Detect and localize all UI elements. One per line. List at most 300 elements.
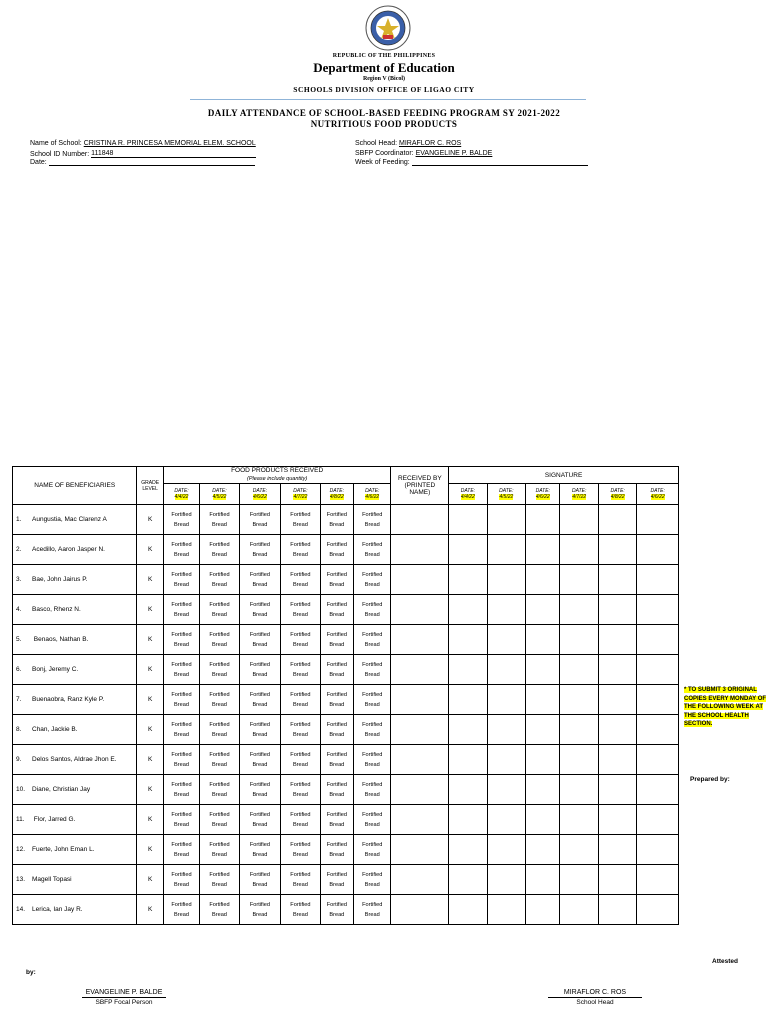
food-product-cell bbox=[163, 835, 199, 865]
food-line-1: Fortified bbox=[171, 901, 192, 908]
signature-cell[interactable] bbox=[637, 565, 679, 595]
signature-cell[interactable] bbox=[560, 595, 598, 625]
received-by-cell[interactable] bbox=[391, 895, 449, 925]
signature-cell[interactable] bbox=[526, 895, 560, 925]
food-line-2: Bread bbox=[252, 731, 268, 738]
signature-cell[interactable] bbox=[487, 775, 525, 805]
food-product-cell bbox=[281, 805, 320, 835]
signature-cell[interactable] bbox=[449, 745, 487, 775]
received-by-cell[interactable] bbox=[391, 745, 449, 775]
signature-cell[interactable] bbox=[560, 895, 598, 925]
date-value: 4/6/22 bbox=[650, 494, 665, 500]
food-product-cell bbox=[320, 565, 353, 595]
signature-cell[interactable] bbox=[637, 775, 679, 805]
food-line-1: Fortified bbox=[171, 601, 192, 608]
signature-cell[interactable] bbox=[637, 505, 679, 535]
food-product-cell bbox=[239, 775, 280, 805]
food-line-2: Bread bbox=[364, 581, 380, 588]
school-head-signature bbox=[548, 989, 642, 1006]
signature-cell[interactable] bbox=[526, 595, 560, 625]
food-line-2: Bread bbox=[174, 581, 189, 588]
signature-cell[interactable] bbox=[598, 865, 636, 895]
beneficiary-name: Benaos, Nathan B. bbox=[32, 636, 89, 643]
food-product-cell bbox=[320, 715, 353, 745]
date-label: DATE: bbox=[293, 487, 308, 494]
signature-cell[interactable] bbox=[598, 625, 636, 655]
food-line-1: Fortified bbox=[290, 721, 311, 728]
food-line-2: Bread bbox=[174, 821, 189, 828]
signature-cell[interactable] bbox=[487, 625, 525, 655]
signature-cell[interactable] bbox=[637, 715, 679, 745]
region-label: Region V (Bicol) bbox=[362, 76, 406, 82]
beneficiary-name: Basco, Rhenz N. bbox=[32, 606, 81, 613]
signature-cell[interactable] bbox=[449, 505, 487, 535]
beneficiary-name: Buenaobra, Ranz Kyle P. bbox=[32, 696, 105, 703]
food-product-cell bbox=[163, 535, 199, 565]
food-product-cell bbox=[200, 895, 239, 925]
signature-cell[interactable] bbox=[637, 865, 679, 895]
signature-cell[interactable] bbox=[560, 625, 598, 655]
food-product-cell bbox=[200, 565, 239, 595]
food-line-1: Fortified bbox=[249, 691, 271, 698]
signature-cell[interactable] bbox=[560, 685, 598, 715]
signature-cell[interactable] bbox=[560, 865, 598, 895]
food-date-1 bbox=[163, 484, 199, 505]
signature-cell[interactable] bbox=[449, 655, 487, 685]
signature-cell[interactable] bbox=[560, 565, 598, 595]
department-title: Department of Education bbox=[313, 60, 455, 75]
signature-cell[interactable] bbox=[449, 805, 487, 835]
week-row bbox=[355, 159, 588, 166]
signature-cell[interactable] bbox=[487, 895, 525, 925]
food-product-cell bbox=[354, 865, 391, 895]
food-line-1: Fortified bbox=[362, 601, 383, 608]
food-line-1: Fortified bbox=[209, 601, 230, 608]
signature-cell[interactable] bbox=[598, 745, 636, 775]
received-by-cell[interactable] bbox=[391, 865, 449, 895]
food-line-1: Fortified bbox=[209, 871, 230, 878]
food-line-1: Fortified bbox=[290, 841, 311, 848]
food-line-2: Bread bbox=[364, 521, 380, 528]
food-product-cell bbox=[354, 745, 391, 775]
food-product-cell bbox=[200, 535, 239, 565]
food-product-cell bbox=[281, 865, 320, 895]
signature-cell[interactable] bbox=[637, 685, 679, 715]
signature-cell[interactable] bbox=[526, 865, 560, 895]
signature-cell[interactable] bbox=[487, 565, 525, 595]
food-line-2: Bread bbox=[174, 851, 189, 858]
food-product-cell bbox=[239, 865, 280, 895]
focal-person-name: EVANGELINE P. BALDE bbox=[82, 989, 166, 998]
grade-level: K bbox=[137, 805, 163, 835]
signature-cell[interactable] bbox=[449, 895, 487, 925]
food-line-2: Bread bbox=[211, 761, 227, 768]
signature-cell[interactable] bbox=[526, 505, 560, 535]
food-product-cell bbox=[200, 715, 239, 745]
grade-level: K bbox=[137, 655, 163, 685]
date-value: 4/6/22 bbox=[252, 494, 267, 500]
food-line-1: Fortified bbox=[171, 571, 192, 578]
date-label: DATE: bbox=[365, 487, 380, 494]
signature-cell[interactable] bbox=[560, 655, 598, 685]
signature-cell[interactable] bbox=[487, 595, 525, 625]
signature-cell[interactable] bbox=[637, 835, 679, 865]
food-line-2: Bread bbox=[292, 671, 308, 678]
row-number: 11. bbox=[16, 816, 25, 823]
attested-label: Attested bbox=[712, 958, 739, 965]
grade-level: K bbox=[137, 685, 163, 715]
signature-cell[interactable] bbox=[487, 835, 525, 865]
food-product-cell bbox=[320, 865, 353, 895]
row-number: 4. bbox=[16, 606, 22, 613]
signature-cell[interactable] bbox=[560, 505, 598, 535]
food-line-1: Fortified bbox=[290, 691, 311, 698]
beneficiary-name: Delos Santos, Aldrae Jhon E. bbox=[32, 756, 117, 763]
prepared-by-label: Prepared by: bbox=[690, 776, 730, 783]
food-line-1: Fortified bbox=[171, 661, 192, 668]
food-line-1: Fortified bbox=[209, 631, 230, 638]
signature-cell[interactable] bbox=[487, 805, 525, 835]
food-line-2: Bread bbox=[174, 641, 189, 648]
food-product-cell bbox=[354, 655, 391, 685]
signature-cell[interactable] bbox=[598, 835, 636, 865]
col-food-header bbox=[163, 467, 391, 484]
signature-cell[interactable] bbox=[449, 835, 487, 865]
date-value: 4/5/22 bbox=[499, 494, 514, 500]
beneficiary-name-cell bbox=[13, 565, 137, 595]
food-product-cell bbox=[163, 685, 199, 715]
food-line-1: Fortified bbox=[326, 751, 347, 758]
food-product-cell bbox=[354, 565, 391, 595]
food-product-cell bbox=[320, 805, 353, 835]
beneficiary-name: Bonj, Jeremy C. bbox=[32, 666, 79, 673]
table-row bbox=[13, 655, 679, 685]
signature-cell[interactable] bbox=[449, 715, 487, 745]
row-number: 12. bbox=[16, 846, 26, 853]
food-product-cell bbox=[200, 865, 239, 895]
date-label: DATE: bbox=[252, 487, 268, 494]
food-product-cell bbox=[354, 715, 391, 745]
food-line-1: Fortified bbox=[362, 541, 383, 548]
received-by-cell[interactable] bbox=[391, 775, 449, 805]
food-line-2: Bread bbox=[211, 911, 227, 918]
school-name-row bbox=[30, 140, 256, 147]
signature-cell[interactable] bbox=[449, 775, 487, 805]
signature-cell[interactable] bbox=[526, 805, 560, 835]
food-product-cell bbox=[320, 745, 353, 775]
signature-cell[interactable] bbox=[560, 775, 598, 805]
food-product-cell bbox=[354, 895, 391, 925]
food-line-1: Fortified bbox=[209, 571, 230, 578]
food-line-2: Bread bbox=[292, 581, 308, 588]
received-by-cell[interactable] bbox=[391, 655, 449, 685]
food-line-1: Fortified bbox=[249, 511, 271, 518]
food-line-2: Bread bbox=[252, 701, 268, 708]
beneficiary-name-cell bbox=[13, 625, 137, 655]
grade-level: K bbox=[137, 865, 163, 895]
row-number: 14. bbox=[16, 906, 26, 913]
signature-cell[interactable] bbox=[560, 745, 598, 775]
signature-cell[interactable] bbox=[598, 535, 636, 565]
food-product-cell bbox=[354, 535, 391, 565]
food-line-2: Bread bbox=[329, 731, 345, 738]
food-line-1: Fortified bbox=[326, 691, 347, 698]
signature-cell[interactable] bbox=[526, 745, 560, 775]
food-line-2: Bread bbox=[211, 851, 227, 858]
signature-cell[interactable] bbox=[526, 715, 560, 745]
date-label: DATE: bbox=[650, 487, 665, 494]
food-line-1: Fortified bbox=[362, 721, 383, 728]
signature-cell[interactable] bbox=[598, 805, 636, 835]
food-line-2: Bread bbox=[174, 611, 189, 618]
food-product-cell bbox=[281, 745, 320, 775]
received-by-cell[interactable] bbox=[391, 565, 449, 595]
signature-cell[interactable] bbox=[637, 625, 679, 655]
date-label: DATE: bbox=[460, 487, 476, 494]
received-by-cell[interactable] bbox=[391, 625, 449, 655]
food-line-2: Bread bbox=[252, 611, 268, 618]
signature-cell[interactable] bbox=[598, 595, 636, 625]
beneficiary-name-cell bbox=[13, 535, 137, 565]
food-product-cell bbox=[163, 805, 199, 835]
date-row bbox=[30, 159, 255, 166]
signature-cell[interactable] bbox=[598, 895, 636, 925]
food-line-2: Bread bbox=[364, 821, 380, 828]
food-line-1: Fortified bbox=[362, 811, 383, 818]
food-line-1: Fortified bbox=[290, 751, 311, 758]
signature-cell[interactable] bbox=[598, 775, 636, 805]
food-date-3 bbox=[239, 484, 280, 505]
beneficiary-name: Acedillo, Aaron Jasper N. bbox=[32, 546, 105, 553]
food-product-cell bbox=[239, 565, 280, 595]
signature-cell[interactable] bbox=[598, 655, 636, 685]
food-product-cell bbox=[281, 595, 320, 625]
signature-cell[interactable] bbox=[449, 865, 487, 895]
row-number: 13. bbox=[16, 876, 26, 883]
food-product-cell bbox=[281, 625, 320, 655]
food-product-cell bbox=[354, 775, 391, 805]
food-product-cell bbox=[200, 595, 239, 625]
food-line-1: Fortified bbox=[249, 721, 271, 728]
food-line-2: Bread bbox=[252, 821, 268, 828]
food-product-cell bbox=[163, 775, 199, 805]
food-product-cell bbox=[320, 835, 353, 865]
food-product-cell bbox=[163, 565, 199, 595]
table-row bbox=[13, 775, 679, 805]
food-product-cell bbox=[281, 685, 320, 715]
food-line-2: Bread bbox=[364, 731, 380, 738]
signature-cell[interactable] bbox=[526, 655, 560, 685]
food-line-2: Bread bbox=[252, 761, 268, 768]
food-product-cell bbox=[239, 685, 280, 715]
food-line-1: Fortified bbox=[249, 901, 271, 908]
food-line-2: Bread bbox=[211, 791, 227, 798]
signature-cell[interactable] bbox=[487, 745, 525, 775]
signature-cell[interactable] bbox=[598, 565, 636, 595]
sig-date-2 bbox=[487, 484, 525, 505]
signature-cell[interactable] bbox=[560, 535, 598, 565]
beneficiary-name-cell bbox=[13, 775, 137, 805]
signature-cell[interactable] bbox=[449, 595, 487, 625]
received-by-cell[interactable] bbox=[391, 505, 449, 535]
table-row bbox=[13, 895, 679, 925]
signature-cell[interactable] bbox=[526, 685, 560, 715]
food-product-cell bbox=[320, 595, 353, 625]
signature-cell[interactable] bbox=[526, 565, 560, 595]
food-line-1: Fortified bbox=[209, 751, 230, 758]
food-line-2: Bread bbox=[252, 671, 268, 678]
food-line-1: Fortified bbox=[290, 571, 311, 578]
food-line-1: Fortified bbox=[326, 541, 347, 548]
food-line-1: Fortified bbox=[209, 661, 230, 668]
signature-cell[interactable] bbox=[637, 595, 679, 625]
date-label: DATE: bbox=[610, 487, 625, 494]
signature-cell[interactable] bbox=[526, 535, 560, 565]
signature-cell[interactable] bbox=[560, 805, 598, 835]
food-line-2: Bread bbox=[252, 881, 268, 888]
food-line-2: Bread bbox=[292, 641, 308, 648]
food-line-1: Fortified bbox=[171, 781, 192, 788]
food-line-1: Fortified bbox=[249, 571, 271, 578]
document-subtitle: NUTRITIOUS FOOD PRODUCTS bbox=[310, 119, 458, 129]
beneficiary-name: Magell Topasi bbox=[32, 876, 72, 883]
food-line-2: Bread bbox=[329, 761, 345, 768]
food-line-2: Bread bbox=[364, 881, 380, 888]
date-value: 4/4/22 bbox=[174, 494, 189, 500]
food-line-1: Fortified bbox=[290, 901, 311, 908]
food-line-2: Bread bbox=[329, 581, 345, 588]
received-by-cell[interactable] bbox=[391, 835, 449, 865]
food-product-cell bbox=[239, 895, 280, 925]
received-by-cell[interactable] bbox=[391, 595, 449, 625]
food-line-2: Bread bbox=[364, 911, 380, 918]
food-line-2: Bread bbox=[329, 791, 345, 798]
signature-cell[interactable] bbox=[449, 625, 487, 655]
signature-cell[interactable] bbox=[637, 655, 679, 685]
signature-cell[interactable] bbox=[560, 835, 598, 865]
coordinator-row bbox=[355, 150, 492, 157]
signature-cell[interactable] bbox=[637, 745, 679, 775]
beneficiary-name-cell bbox=[13, 745, 137, 775]
food-line-2: Bread bbox=[292, 791, 308, 798]
food-line-2: Bread bbox=[174, 731, 189, 738]
beneficiary-name-cell bbox=[13, 895, 137, 925]
received-by-cell[interactable] bbox=[391, 535, 449, 565]
food-line-1: Fortified bbox=[171, 631, 192, 638]
by-label: by: bbox=[26, 969, 36, 976]
food-product-cell bbox=[281, 535, 320, 565]
signature-cell[interactable] bbox=[526, 625, 560, 655]
sig-date-1 bbox=[449, 484, 487, 505]
signature-cell[interactable] bbox=[637, 535, 679, 565]
signature-cell[interactable] bbox=[598, 505, 636, 535]
food-line-2: Bread bbox=[211, 581, 227, 588]
grade-level: K bbox=[137, 505, 163, 535]
signature-cell[interactable] bbox=[487, 685, 525, 715]
food-line-1: Fortified bbox=[290, 541, 311, 548]
food-product-cell bbox=[239, 535, 280, 565]
week-label: Week of Feeding: bbox=[355, 159, 410, 166]
table-row bbox=[13, 535, 679, 565]
date-label: DATE: bbox=[499, 487, 514, 494]
food-line-1: Fortified bbox=[249, 601, 271, 608]
food-line-2: Bread bbox=[329, 551, 345, 558]
food-product-cell bbox=[320, 685, 353, 715]
signature-cell[interactable] bbox=[598, 685, 636, 715]
food-product-cell bbox=[239, 805, 280, 835]
food-product-cell bbox=[200, 655, 239, 685]
signature-cell[interactable] bbox=[526, 775, 560, 805]
received-by-cell[interactable] bbox=[391, 715, 449, 745]
food-line-2: Bread bbox=[211, 881, 227, 888]
food-product-cell bbox=[239, 745, 280, 775]
focal-person-signature bbox=[82, 989, 166, 1006]
signature-cell[interactable] bbox=[487, 535, 525, 565]
row-number: 10. bbox=[16, 786, 26, 793]
received-by-cell[interactable] bbox=[391, 805, 449, 835]
beneficiary-name: Diane, Christian Jay bbox=[32, 786, 91, 793]
school-id-value: 111848 bbox=[91, 150, 114, 157]
food-line-1: Fortified bbox=[362, 901, 383, 908]
food-product-cell bbox=[281, 895, 320, 925]
food-product-cell bbox=[200, 745, 239, 775]
food-note: (Please include quantity) bbox=[247, 476, 308, 482]
signature-cell[interactable] bbox=[449, 685, 487, 715]
food-product-cell bbox=[320, 535, 353, 565]
food-line-2: Bread bbox=[211, 821, 227, 828]
signature-cell[interactable] bbox=[487, 715, 525, 745]
food-line-1: Fortified bbox=[249, 541, 271, 548]
food-line-1: Fortified bbox=[209, 901, 230, 908]
food-line-2: Bread bbox=[292, 821, 308, 828]
food-product-cell bbox=[200, 505, 239, 535]
date-value: 4/8/22 bbox=[329, 494, 344, 500]
signature-cell[interactable] bbox=[487, 865, 525, 895]
food-line-1: Fortified bbox=[249, 841, 271, 848]
food-product-cell bbox=[320, 655, 353, 685]
signature-cell[interactable] bbox=[560, 715, 598, 745]
food-line-2: Bread bbox=[252, 521, 268, 528]
food-title: FOOD PRODUCTS RECEIVED bbox=[231, 467, 324, 474]
food-line-1: Fortified bbox=[290, 631, 311, 638]
signature-cell[interactable] bbox=[487, 655, 525, 685]
date-label: Date: bbox=[30, 159, 47, 166]
signature-cell[interactable] bbox=[526, 835, 560, 865]
food-line-2: Bread bbox=[329, 611, 345, 618]
food-product-cell bbox=[163, 715, 199, 745]
signature-cell[interactable] bbox=[449, 535, 487, 565]
signature-cell[interactable] bbox=[637, 805, 679, 835]
signature-cell[interactable] bbox=[637, 895, 679, 925]
food-line-2: Bread bbox=[174, 551, 189, 558]
date-value: 4/6/22 bbox=[535, 494, 550, 500]
food-product-cell bbox=[354, 505, 391, 535]
received-by-cell[interactable] bbox=[391, 685, 449, 715]
header-divider bbox=[190, 99, 586, 100]
food-product-cell bbox=[200, 625, 239, 655]
beneficiary-name-cell bbox=[13, 805, 137, 835]
food-line-1: Fortified bbox=[249, 751, 271, 758]
food-line-2: Bread bbox=[252, 581, 268, 588]
signature-cell[interactable] bbox=[449, 565, 487, 595]
grade-level: K bbox=[137, 895, 163, 925]
sig-date-4 bbox=[560, 484, 598, 505]
sig-date-6 bbox=[637, 484, 679, 505]
food-line-2: Bread bbox=[364, 851, 380, 858]
signature-cell[interactable] bbox=[598, 715, 636, 745]
signature-cell[interactable] bbox=[487, 505, 525, 535]
food-date-6 bbox=[354, 484, 391, 505]
